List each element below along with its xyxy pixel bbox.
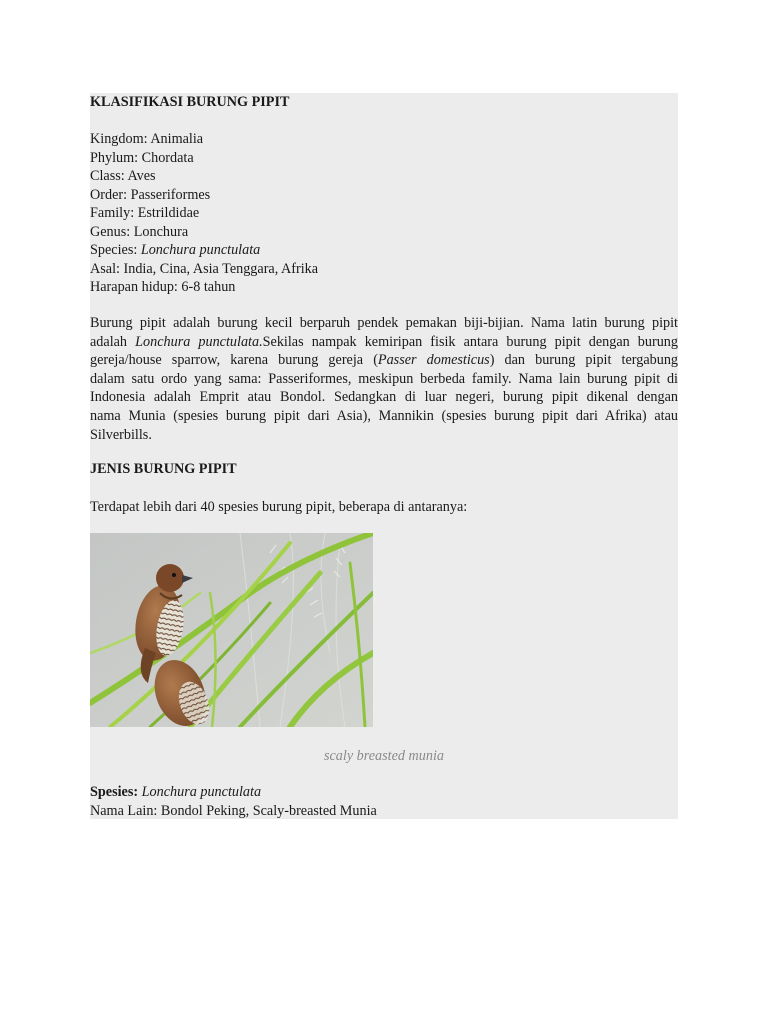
classification-origin: Asal: India, Cina, Asia Tenggara, Afrika — [90, 260, 319, 277]
heading-classification: KLASIFIKASI BURUNG PIPIT — [90, 94, 290, 110]
classification-genus: Genus: Lonchura — [90, 223, 189, 240]
classification-species: Species: Lonchura punctulata — [90, 242, 261, 258]
bird-photo — [90, 533, 373, 727]
classification-order: Order: Passeriformes — [90, 186, 211, 203]
photo-caption: scaly breasted munia — [323, 748, 445, 764]
classification-phylum: Phylum: Chordata — [90, 149, 194, 166]
classification-class: Class: Aves — [90, 168, 156, 184]
classification-family: Family: Estrildidae — [90, 205, 200, 221]
classification-lifespan: Harapan hidup: 6-8 tahun — [90, 279, 236, 295]
classification-kingdom: Kingdom: Animalia — [90, 131, 204, 147]
other-names-line: Nama Lain: Bondol Peking, Scaly-breasted Munia — [90, 802, 377, 819]
description-paragraph: Burung pipit adalah burung kecil berparuh pendek pemakan biji-bijian. Nama latin burung pipit adalah Lonchura punctulata.Sekilas nampak kemiripan fisik antara burung pipit dengan burung gereja/house sparrow, karena burung gereja (Passer domesticus) dan burung pipit tergabung dalam satu ordo yang sama: Passeriformes, meskipun berbeda family. Nama lain burung pipit di Indonesia adalah Emprit atau Bondol. Sedangkan di luar negeri, burung pipit dikenal dengan nama Munia (spesies burung pipit dari Asia), Mannikin (spesies burung pipit dari Afrika) atau Silverbills. — [90, 315, 679, 443]
types-intro: Terdapat lebih dari 40 spesies burung pipit, beberapa di antaranya: — [90, 499, 468, 515]
heading-types: JENIS BURUNG PIPIT — [90, 461, 237, 477]
species-line: Spesies: Lonchura punctulata — [90, 784, 262, 800]
